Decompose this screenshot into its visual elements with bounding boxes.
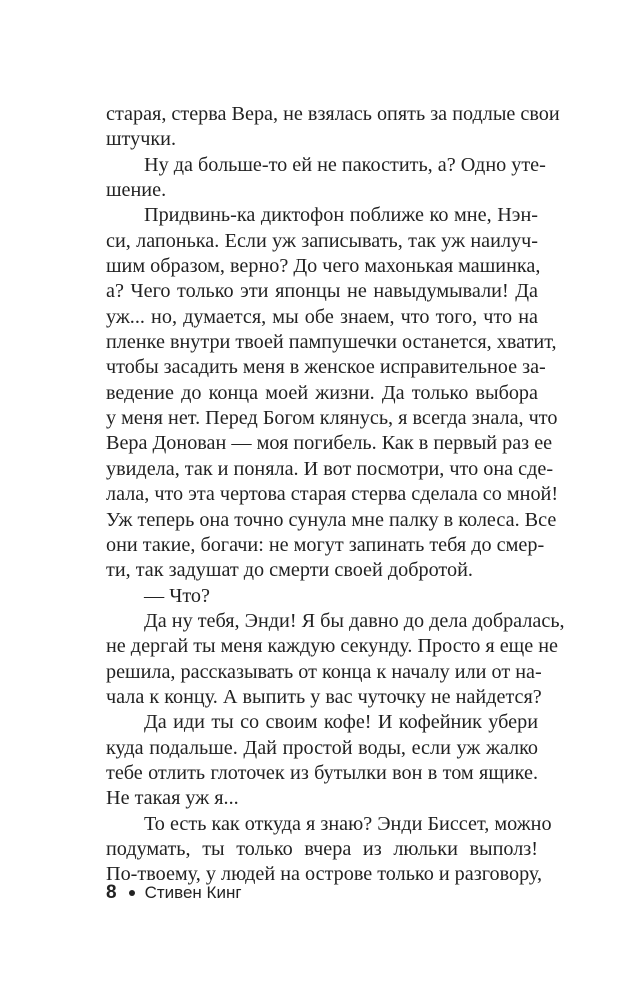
text-line: не дергай ты меня каждую секунду. Просто я еще не — [106, 635, 558, 658]
text-line: Не такая уж я... — [106, 787, 239, 810]
text-line: а? Чего только эти японцы не навыдумывали! Да — [106, 280, 538, 303]
page-body — [106, 102, 565, 888]
text-line: они такие, богачи: не могут запинать тебя до смер- — [106, 533, 545, 556]
text-line: ти, так задушат до смерти своей добротой. — [106, 559, 473, 582]
text-line: То есть как откуда я знаю? Энди Биссет, можно — [144, 812, 552, 835]
text-line: штучки. — [106, 128, 177, 151]
text-line: Да иди ты со своим кофе! И кофейник убери — [144, 711, 538, 734]
text-line: шение. — [106, 179, 167, 202]
text-line: лала, что эта чертова старая стерва сделала со мной! — [106, 483, 559, 506]
text-line: подумать, ты только вчера из люльки выполз! — [106, 837, 538, 860]
text-line: пленке внутри твоей пампушечки останется, хватит, — [106, 331, 557, 354]
author-name: Стивен Кинг — [144, 883, 242, 902]
text-line: Уж теперь она точно сунула мне палку в колеса. Все — [106, 508, 557, 531]
text-line: си, лапонька. Если уж записывать, так уж наилуч- — [106, 229, 538, 252]
text-line: тебе отлить глоточек из бутылки вон в том ящике. — [106, 761, 538, 784]
text-line: Придвинь-ка диктофон поближе ко мне, Нэн- — [144, 204, 538, 227]
text-line: куда подальше. Дай простой воды, если уж жалко — [106, 736, 538, 759]
text-line: Вера Донован — моя погибель. Как в первый раз ее — [106, 432, 553, 455]
text-line: ведение до конца моей жизни. Да только выбора — [106, 381, 538, 404]
text-line: Да ну тебя, Энди! Я бы давно до дела добралась, — [144, 609, 565, 632]
text-line: чала к концу. А выпить у вас чуточку не найдется? — [106, 685, 542, 708]
text-line: шим образом, верно? До чего махонькая машинка, — [106, 255, 541, 278]
running-footer — [106, 882, 242, 904]
bullet-separator — [129, 890, 135, 896]
text-line: старая, стерва Вера, не взялась опять за подлые свои — [106, 103, 560, 125]
text-line: чтобы засадить меня в женское исправительное за- — [106, 356, 546, 379]
text-line: у меня нет. Перед Богом клянусь, я всегда знала, что — [106, 407, 558, 430]
text-line: увидела, так и поняла. И вот посмотри, что она сде- — [106, 457, 554, 480]
text-line: Ну да больше-то ей не пакостить, а? Одно уте- — [144, 153, 546, 176]
text-line: По-твоему, у людей на острове только и разговору, — [106, 863, 543, 886]
page-number: 8 — [106, 882, 117, 903]
text-line: уж... но, думается, мы обе знаем, что того, что на — [106, 305, 538, 328]
text-line: решила, рассказывать от конца к началу или от на- — [106, 660, 542, 683]
text-line: — Что? — [144, 584, 210, 607]
